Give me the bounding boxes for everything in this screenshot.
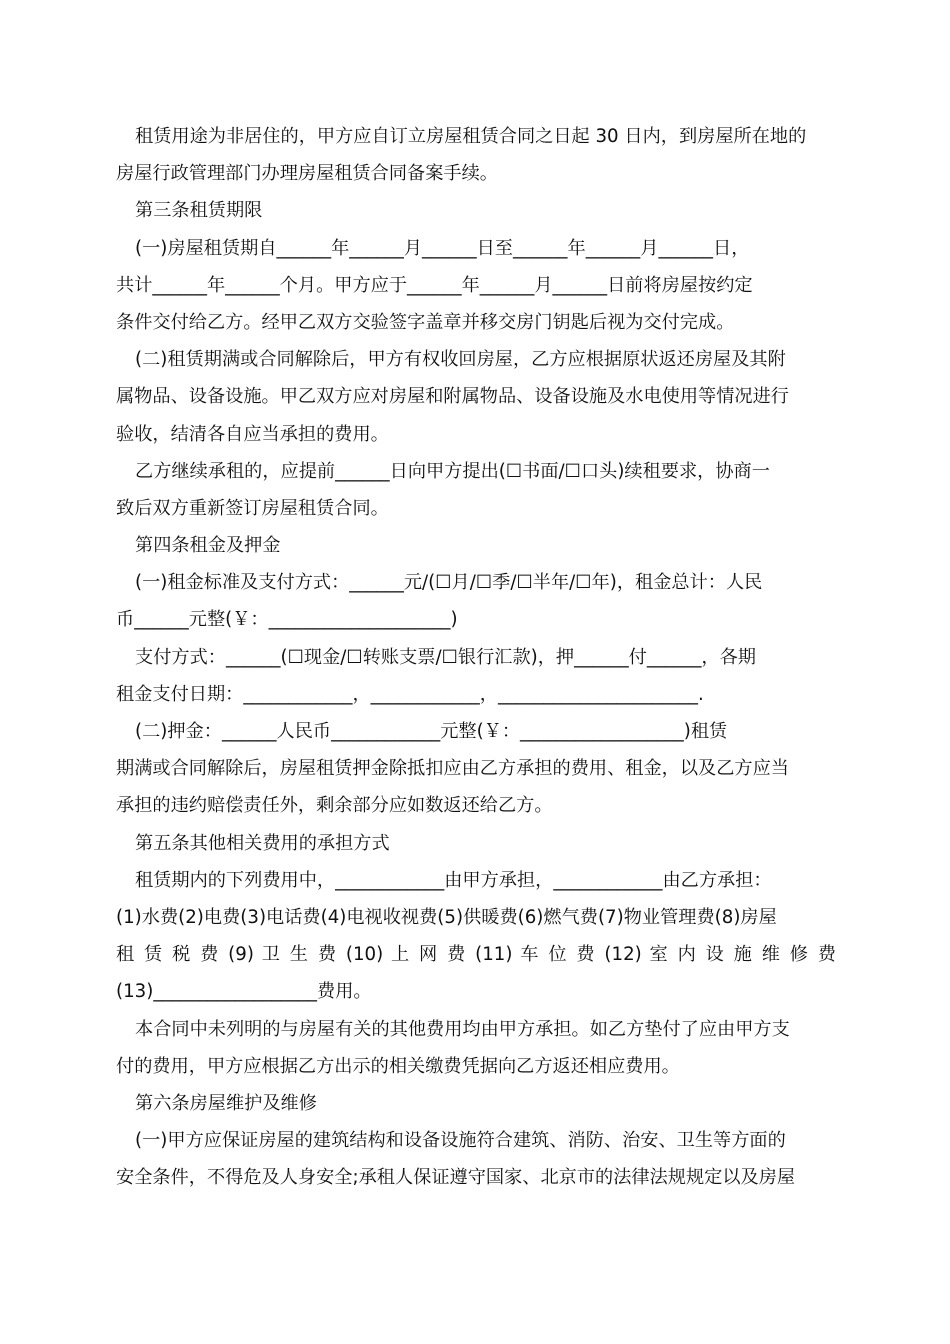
text-line: 租 赁 税 费 (9) 卫 生 费 (10) 上 网 费 (11) 车 位 费 (12) 室 内 设 施 维 修 费	[116, 944, 836, 966]
text-line: 第五条其他相关费用的承担方式	[135, 832, 390, 854]
text-line: (二)押金：______人民币____________元整(￥：__________________)租赁	[135, 721, 728, 742]
text-line: 共计______年______个月。甲方应于______年______月______日前将房屋按约定	[116, 274, 753, 296]
text-line: 租金支付日期：____________，____________，______________________.	[116, 683, 704, 705]
text-line: 期满或合同解除后，房屋租赁押金除抵扣应由乙方承担的费用、租金，以及乙方应当	[116, 758, 789, 780]
paragraph-lines	[116, 118, 836, 1196]
text-line: 支付方式：______(☐现金/☐转账支票/☐银行汇款)，押______付______，各期	[135, 646, 756, 668]
text-line: (1)水费(2)电费(3)电话费(4)电视收视费(5)供暖费(6)燃气费(7)物业管理费(8)房屋	[116, 906, 777, 928]
text-line: 验收，结清各自应当承担的费用。	[116, 423, 389, 445]
text-line: 房屋行政管理部门办理房屋租赁合同备案手续。	[116, 163, 498, 185]
text-line: 承担的违约赔偿责任外，剩余部分应如数返还给乙方。	[116, 795, 553, 817]
text-line: 本合同中未列明的与房屋有关的其他费用均由甲方承担。如乙方垫付了应由甲方支	[135, 1018, 790, 1040]
text-line: (13)__________________费用。	[116, 981, 372, 1003]
text-line: (一)甲方应保证房屋的建筑结构和设备设施符合建筑、消防、治安、卫生等方面的	[135, 1130, 786, 1152]
text-line: 租赁期内的下列费用中，____________由甲方承担，____________由乙方承担：	[135, 869, 772, 891]
text-line: (一)租金标准及支付方式：______元/(☐月/☐季/☐半年/☐年)，租金总计：人民	[135, 572, 763, 594]
text-line: 条件交付给乙方。经甲乙双方交验签字盖章并移交房门钥匙后视为交付完成。	[116, 311, 735, 333]
text-line: 第四条租金及押金	[135, 535, 281, 557]
text-line: 乙方继续承租的，应提前______日向甲方提出(☐书面/☐口头)续租要求，协商一	[135, 460, 770, 482]
text-line: 第三条租赁期限	[135, 200, 263, 222]
text-line: 属物品、设备设施。甲乙双方应对房屋和附属物品、设备设施及水电使用等情况进行	[116, 386, 789, 408]
contract-text-body	[116, 118, 836, 1196]
text-line: 第六条房屋维护及维修	[135, 1092, 317, 1114]
text-line: 安全条件，不得危及人身安全;承租人保证遵守国家、北京市的法律法规规定以及房屋	[116, 1167, 796, 1189]
text-line: (一)房屋租赁期自______年______月______日至______年______月______日，	[135, 237, 750, 259]
text-line: 致后双方重新签订房屋租赁合同。	[116, 497, 389, 519]
text-line: 币______元整(￥：____________________)	[116, 609, 458, 631]
text-line: 付的费用，甲方应根据乙方出示的相关缴费凭据向乙方返还相应费用。	[116, 1055, 680, 1077]
text-line: (二)租赁期满或合同解除后，甲方有权收回房屋，乙方应根据原状返还房屋及其附	[135, 349, 786, 371]
text-line: 租赁用途为非居住的，甲方应自订立房屋租赁合同之日起 30 日内，到房屋所在地的	[135, 126, 807, 147]
